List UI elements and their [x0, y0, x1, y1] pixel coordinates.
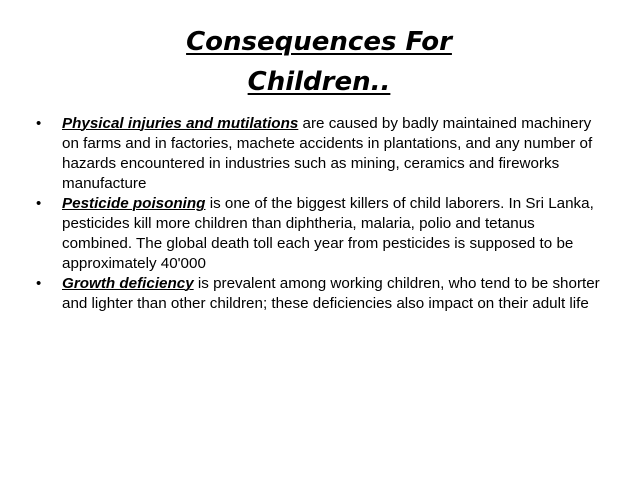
- bullet-item-physical-injuries: [36, 114, 608, 194]
- title-line-2: Children..: [247, 67, 391, 97]
- bullet-text: is prevalent among working children, who tend to be shorter and lighter than other children; these deficiencies also impact on their adult life: [62, 275, 600, 312]
- bullet-icon: •: [36, 195, 42, 212]
- bullet-text: are caused by badly maintained machinery on farms and in factories, machete accidents in plantations, and any number of hazards encountered in industries such as mining, ceramics and fireworks manufacture: [62, 115, 593, 192]
- bullet-item-growth-deficiency: [36, 274, 608, 314]
- bullet-list: [36, 114, 608, 314]
- bullet-term: Pesticide poisoning: [62, 195, 206, 212]
- bullet-term: Growth deficiency: [62, 275, 194, 292]
- bullet-icon: •: [36, 275, 42, 292]
- bullet-term: Physical injuries and mutilations: [62, 115, 299, 132]
- slide-title: [0, 22, 638, 102]
- title-line-1: Consequences For: [186, 27, 452, 57]
- bullet-item-pesticide-poisoning: [36, 194, 608, 274]
- bullet-text: is one of the biggest killers of child laborers. In Sri Lanka, pesticides kill more children than diphtheria, malaria, polio and tetanus combined. The global death toll each year from pesticides is supposed to be approximately 40'000: [62, 195, 594, 272]
- bullet-icon: •: [36, 115, 42, 132]
